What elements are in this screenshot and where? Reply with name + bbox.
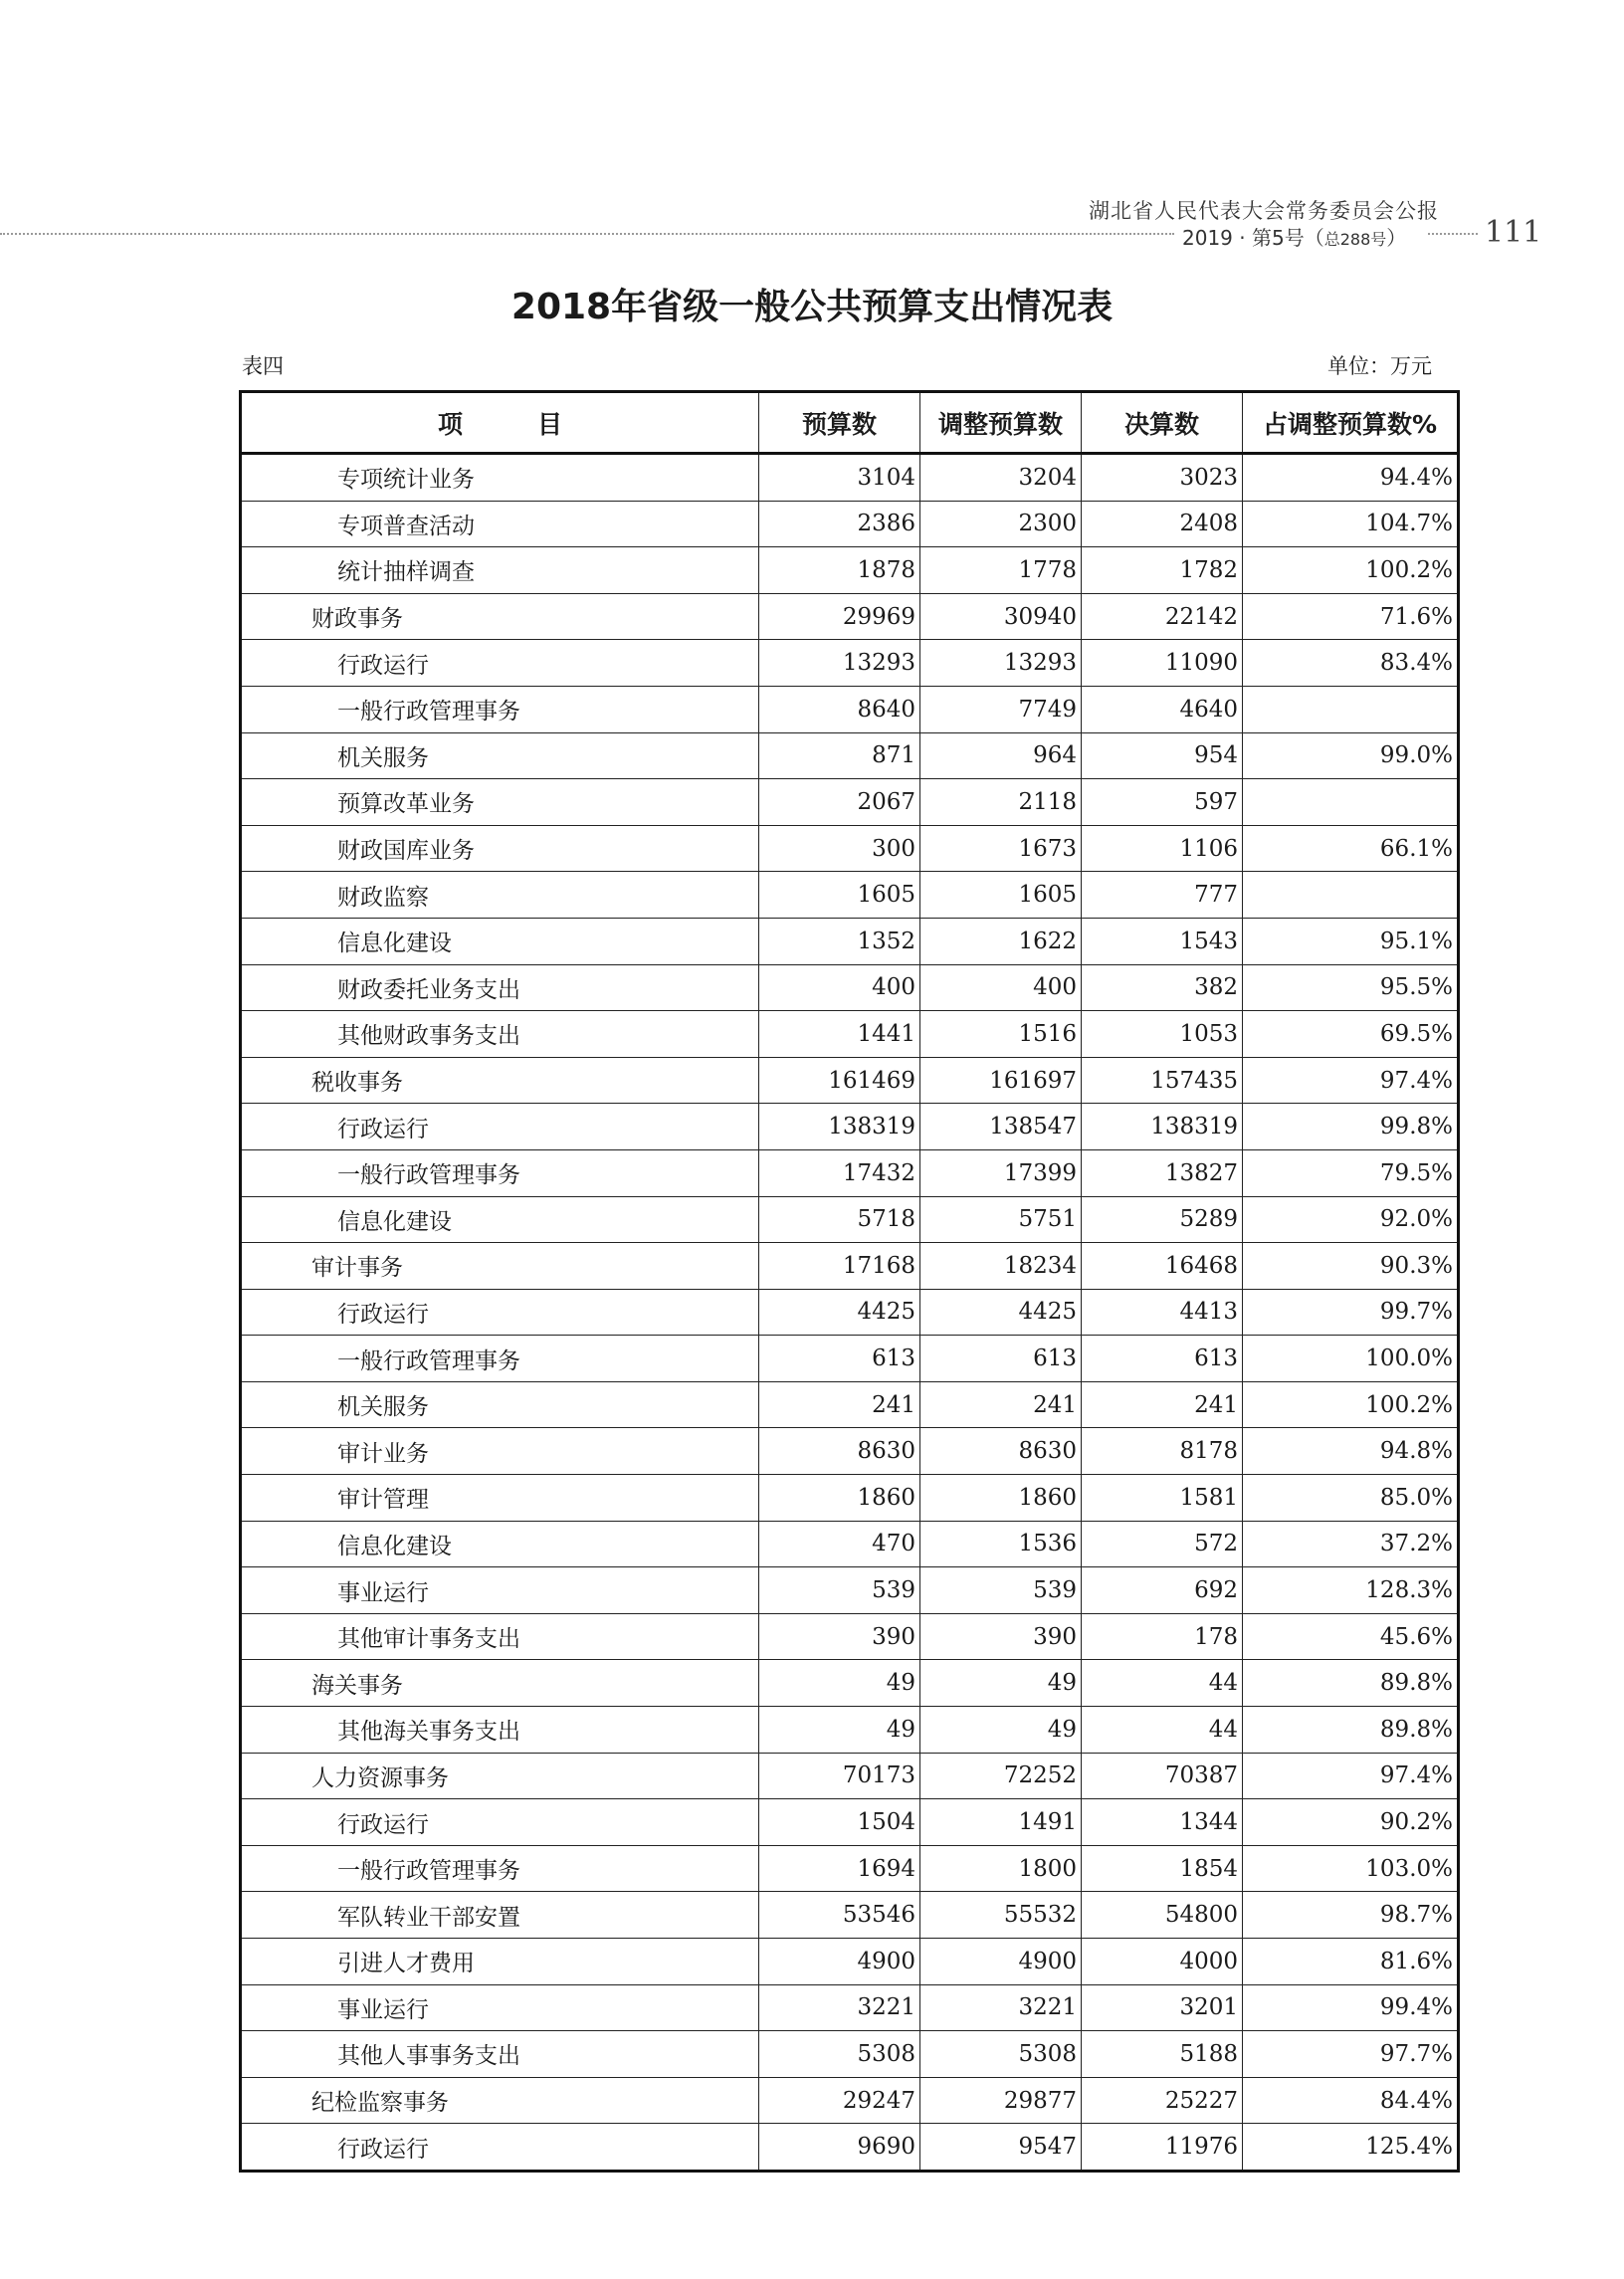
row-percent (1243, 779, 1459, 826)
row-percent: 97.4% (1243, 1753, 1459, 1799)
column-header-budget: 预算数 (759, 392, 920, 454)
table-row (241, 1521, 1459, 1567)
row-budget: 300 (759, 825, 920, 872)
row-item-name: 行政运行 (241, 1799, 759, 1846)
row-adjusted-budget: 1516 (920, 1011, 1082, 1058)
row-item-name: 一般行政管理事务 (241, 1149, 759, 1196)
row-final: 382 (1082, 964, 1243, 1011)
row-budget: 161469 (759, 1057, 920, 1104)
row-adjusted-budget: 8630 (920, 1428, 1082, 1475)
row-item-name: 一般行政管理事务 (241, 1845, 759, 1892)
row-item-name: 统计抽样调查 (241, 547, 759, 594)
row-budget: 400 (759, 964, 920, 1011)
page-number: 111 (1485, 215, 1542, 250)
row-item-name: 审计业务 (241, 1428, 759, 1475)
row-item-name: 审计管理 (241, 1475, 759, 1522)
row-budget: 53546 (759, 1892, 920, 1939)
row-final: 5188 (1082, 2031, 1243, 2078)
row-adjusted-budget: 1860 (920, 1475, 1082, 1522)
row-item-name: 其他审计事务支出 (241, 1613, 759, 1660)
row-percent: 128.3% (1243, 1567, 1459, 1614)
row-adjusted-budget: 55532 (920, 1892, 1082, 1939)
column-header-final: 决算数 (1082, 392, 1243, 454)
row-budget: 1441 (759, 1011, 920, 1058)
row-final: 1543 (1082, 918, 1243, 964)
row-item-name: 行政运行 (241, 2124, 759, 2172)
row-budget: 13293 (759, 640, 920, 687)
row-item-name: 信息化建设 (241, 1196, 759, 1243)
row-budget: 1605 (759, 872, 920, 919)
table-row (241, 1243, 1459, 1290)
column-header-item: 项 目 (241, 392, 759, 454)
row-adjusted-budget: 49 (920, 1707, 1082, 1754)
row-adjusted-budget: 13293 (920, 640, 1082, 687)
row-percent: 95.1% (1243, 918, 1459, 964)
row-adjusted-budget: 2118 (920, 779, 1082, 826)
row-percent: 125.4% (1243, 2124, 1459, 2172)
table-row (241, 1336, 1459, 1382)
row-budget: 2067 (759, 779, 920, 826)
row-item-name: 机关服务 (241, 1381, 759, 1428)
table-row (241, 1984, 1459, 2031)
row-adjusted-budget: 1605 (920, 872, 1082, 919)
row-adjusted-budget: 49 (920, 1660, 1082, 1707)
row-budget: 5308 (759, 2031, 920, 2078)
row-budget: 17432 (759, 1149, 920, 1196)
row-item-name: 纪检监察事务 (241, 2077, 759, 2124)
row-percent: 81.6% (1243, 1939, 1459, 1985)
row-budget: 138319 (759, 1104, 920, 1150)
row-percent: 103.0% (1243, 1845, 1459, 1892)
table-row (241, 1892, 1459, 1939)
table-row (241, 1289, 1459, 1336)
row-final: 1106 (1082, 825, 1243, 872)
row-adjusted-budget: 390 (920, 1613, 1082, 1660)
row-item-name: 审计事务 (241, 1243, 759, 1290)
issue-total: 总288号 (1323, 230, 1387, 249)
row-final: 4000 (1082, 1939, 1243, 1985)
row-item-name: 行政运行 (241, 1104, 759, 1150)
row-percent: 97.7% (1243, 2031, 1459, 2078)
row-final: 25227 (1082, 2077, 1243, 2124)
row-final: 178 (1082, 1613, 1243, 1660)
table-row (241, 1475, 1459, 1522)
row-budget: 241 (759, 1381, 920, 1428)
row-percent: 99.0% (1243, 732, 1459, 779)
row-adjusted-budget: 400 (920, 964, 1082, 1011)
row-item-name: 财政监察 (241, 872, 759, 919)
row-item-name: 事业运行 (241, 1567, 759, 1614)
table-row (241, 1939, 1459, 1985)
row-item-name: 财政国库业务 (241, 825, 759, 872)
row-budget: 4900 (759, 1939, 920, 1985)
row-percent (1243, 872, 1459, 919)
table-row (241, 1845, 1459, 1892)
row-percent: 98.7% (1243, 1892, 1459, 1939)
row-budget: 1694 (759, 1845, 920, 1892)
table-row (241, 1753, 1459, 1799)
row-percent: 100.0% (1243, 1336, 1459, 1382)
row-final: 613 (1082, 1336, 1243, 1382)
row-item-name: 人力资源事务 (241, 1753, 759, 1799)
row-budget: 49 (759, 1707, 920, 1754)
row-item-name: 军队转业干部安置 (241, 1892, 759, 1939)
row-final: 241 (1082, 1381, 1243, 1428)
row-percent: 84.4% (1243, 2077, 1459, 2124)
row-budget: 8630 (759, 1428, 920, 1475)
row-percent: 99.7% (1243, 1289, 1459, 1336)
row-percent: 85.0% (1243, 1475, 1459, 1522)
row-percent: 104.7% (1243, 501, 1459, 547)
row-percent: 45.6% (1243, 1613, 1459, 1660)
column-header-adjusted: 调整预算数 (920, 392, 1082, 454)
header-dotted-rule (0, 233, 1174, 235)
row-adjusted-budget: 1536 (920, 1521, 1082, 1567)
table-row (241, 2124, 1459, 2172)
table-label: 表四 (242, 354, 284, 378)
column-header-percent: 占调整预算数% (1243, 392, 1459, 454)
row-budget: 29969 (759, 593, 920, 640)
row-item-name: 引进人才费用 (241, 1939, 759, 1985)
row-final: 597 (1082, 779, 1243, 826)
table-row (241, 1567, 1459, 1614)
table-row (241, 454, 1459, 502)
row-adjusted-budget: 5751 (920, 1196, 1082, 1243)
row-final: 22142 (1082, 593, 1243, 640)
table-body (241, 454, 1459, 2172)
row-adjusted-budget: 539 (920, 1567, 1082, 1614)
row-final: 692 (1082, 1567, 1243, 1614)
row-final: 70387 (1082, 1753, 1243, 1799)
row-adjusted-budget: 613 (920, 1336, 1082, 1382)
row-item-name: 其他人事事务支出 (241, 2031, 759, 2078)
row-final: 1344 (1082, 1799, 1243, 1846)
row-percent: 99.4% (1243, 1984, 1459, 2031)
issue-close: ） (1386, 226, 1407, 250)
table-row (241, 1196, 1459, 1243)
table-row (241, 2077, 1459, 2124)
row-budget: 9690 (759, 2124, 920, 2172)
row-percent: 92.0% (1243, 1196, 1459, 1243)
row-percent: 71.6% (1243, 593, 1459, 640)
row-percent: 90.3% (1243, 1243, 1459, 1290)
document-title: 2018年省级一般公共预算支出情况表 (510, 287, 1114, 327)
table-row (241, 918, 1459, 964)
row-budget: 1352 (759, 918, 920, 964)
row-adjusted-budget: 138547 (920, 1104, 1082, 1150)
issue-main: 2019 · 第5号（ (1182, 226, 1324, 250)
table-header-row (241, 392, 1459, 454)
row-budget: 4425 (759, 1289, 920, 1336)
table-row (241, 686, 1459, 732)
header-dotted-rule-right (1428, 233, 1478, 235)
table-row (241, 1613, 1459, 1660)
row-adjusted-budget: 3204 (920, 454, 1082, 502)
row-adjusted-budget: 1778 (920, 547, 1082, 594)
row-final: 16468 (1082, 1243, 1243, 1290)
row-adjusted-budget: 29877 (920, 2077, 1082, 2124)
row-percent: 99.8% (1243, 1104, 1459, 1150)
row-item-name: 一般行政管理事务 (241, 1336, 759, 1382)
row-adjusted-budget: 964 (920, 732, 1082, 779)
row-percent: 94.8% (1243, 1428, 1459, 1475)
row-budget: 29247 (759, 2077, 920, 2124)
row-final: 157435 (1082, 1057, 1243, 1104)
row-final: 3201 (1082, 1984, 1243, 2031)
table-row (241, 825, 1459, 872)
row-budget: 390 (759, 1613, 920, 1660)
row-final: 44 (1082, 1707, 1243, 1754)
row-budget: 871 (759, 732, 920, 779)
row-percent: 89.8% (1243, 1707, 1459, 1754)
row-item-name: 预算改革业务 (241, 779, 759, 826)
row-budget: 2386 (759, 501, 920, 547)
row-percent: 66.1% (1243, 825, 1459, 872)
row-final: 11090 (1082, 640, 1243, 687)
row-percent: 69.5% (1243, 1011, 1459, 1058)
row-final: 954 (1082, 732, 1243, 779)
row-adjusted-budget: 1800 (920, 1845, 1082, 1892)
row-item-name: 信息化建设 (241, 1521, 759, 1567)
table-row (241, 1428, 1459, 1475)
row-final: 1053 (1082, 1011, 1243, 1058)
table-row (241, 547, 1459, 594)
row-budget: 1860 (759, 1475, 920, 1522)
table-row (241, 1660, 1459, 1707)
row-percent: 90.2% (1243, 1799, 1459, 1846)
row-adjusted-budget: 1673 (920, 825, 1082, 872)
row-item-name: 专项统计业务 (241, 454, 759, 502)
row-adjusted-budget: 3221 (920, 1984, 1082, 2031)
row-adjusted-budget: 1491 (920, 1799, 1082, 1846)
table-row (241, 640, 1459, 687)
row-final: 4640 (1082, 686, 1243, 732)
row-budget: 1878 (759, 547, 920, 594)
row-final: 138319 (1082, 1104, 1243, 1150)
row-final: 3023 (1082, 454, 1243, 502)
budget-table (239, 390, 1460, 2173)
table-row (241, 1149, 1459, 1196)
row-item-name: 专项普查活动 (241, 501, 759, 547)
row-final: 2408 (1082, 501, 1243, 547)
row-percent: 97.4% (1243, 1057, 1459, 1104)
row-percent: 89.8% (1243, 1660, 1459, 1707)
row-budget: 470 (759, 1521, 920, 1567)
row-percent: 100.2% (1243, 547, 1459, 594)
table-row (241, 732, 1459, 779)
row-item-name: 其他海关事务支出 (241, 1707, 759, 1754)
row-final: 44 (1082, 1660, 1243, 1707)
row-adjusted-budget: 9547 (920, 2124, 1082, 2172)
table-row (241, 2031, 1459, 2078)
row-budget: 613 (759, 1336, 920, 1382)
row-budget: 17168 (759, 1243, 920, 1290)
row-item-name: 行政运行 (241, 1289, 759, 1336)
row-final: 13827 (1082, 1149, 1243, 1196)
table-row (241, 1707, 1459, 1754)
row-item-name: 其他财政事务支出 (241, 1011, 759, 1058)
table-row (241, 872, 1459, 919)
row-final: 777 (1082, 872, 1243, 919)
row-adjusted-budget: 4425 (920, 1289, 1082, 1336)
row-adjusted-budget: 2300 (920, 501, 1082, 547)
row-budget: 3221 (759, 1984, 920, 2031)
row-percent: 100.2% (1243, 1381, 1459, 1428)
row-final: 1854 (1082, 1845, 1243, 1892)
row-percent (1243, 686, 1459, 732)
row-adjusted-budget: 72252 (920, 1753, 1082, 1799)
table-row (241, 593, 1459, 640)
row-budget: 8640 (759, 686, 920, 732)
row-item-name: 行政运行 (241, 640, 759, 687)
row-adjusted-budget: 30940 (920, 593, 1082, 640)
row-final: 54800 (1082, 1892, 1243, 1939)
row-adjusted-budget: 161697 (920, 1057, 1082, 1104)
row-adjusted-budget: 17399 (920, 1149, 1082, 1196)
row-final: 8178 (1082, 1428, 1243, 1475)
row-item-name: 财政事务 (241, 593, 759, 640)
row-final: 4413 (1082, 1289, 1243, 1336)
row-percent: 37.2% (1243, 1521, 1459, 1567)
row-budget: 1504 (759, 1799, 920, 1846)
table-row (241, 1104, 1459, 1150)
row-adjusted-budget: 18234 (920, 1243, 1082, 1290)
row-item-name: 海关事务 (241, 1660, 759, 1707)
table-row (241, 501, 1459, 547)
row-percent: 94.4% (1243, 454, 1459, 502)
row-item-name: 信息化建设 (241, 918, 759, 964)
row-budget: 539 (759, 1567, 920, 1614)
row-final: 572 (1082, 1521, 1243, 1567)
row-final: 11976 (1082, 2124, 1243, 2172)
issue-number (1182, 222, 1406, 251)
row-item-name: 机关服务 (241, 732, 759, 779)
row-adjusted-budget: 241 (920, 1381, 1082, 1428)
unit-label: 单位：万元 (1327, 354, 1432, 378)
row-percent: 79.5% (1243, 1149, 1459, 1196)
table-row (241, 1011, 1459, 1058)
row-item-name: 一般行政管理事务 (241, 686, 759, 732)
row-final: 1782 (1082, 547, 1243, 594)
row-percent: 83.4% (1243, 640, 1459, 687)
table-row (241, 1799, 1459, 1846)
row-budget: 49 (759, 1660, 920, 1707)
table-row (241, 779, 1459, 826)
publication-name: 湖北省人民代表大会常务委员会公报 (1089, 199, 1439, 223)
row-adjusted-budget: 5308 (920, 2031, 1082, 2078)
row-budget: 3104 (759, 454, 920, 502)
table-row (241, 964, 1459, 1011)
row-adjusted-budget: 1622 (920, 918, 1082, 964)
row-final: 1581 (1082, 1475, 1243, 1522)
row-adjusted-budget: 4900 (920, 1939, 1082, 1985)
row-item-name: 事业运行 (241, 1984, 759, 2031)
row-percent: 95.5% (1243, 964, 1459, 1011)
table-row (241, 1057, 1459, 1104)
table-row (241, 1381, 1459, 1428)
row-budget: 70173 (759, 1753, 920, 1799)
row-budget: 5718 (759, 1196, 920, 1243)
row-adjusted-budget: 7749 (920, 686, 1082, 732)
row-item-name: 财政委托业务支出 (241, 964, 759, 1011)
row-final: 5289 (1082, 1196, 1243, 1243)
row-item-name: 税收事务 (241, 1057, 759, 1104)
